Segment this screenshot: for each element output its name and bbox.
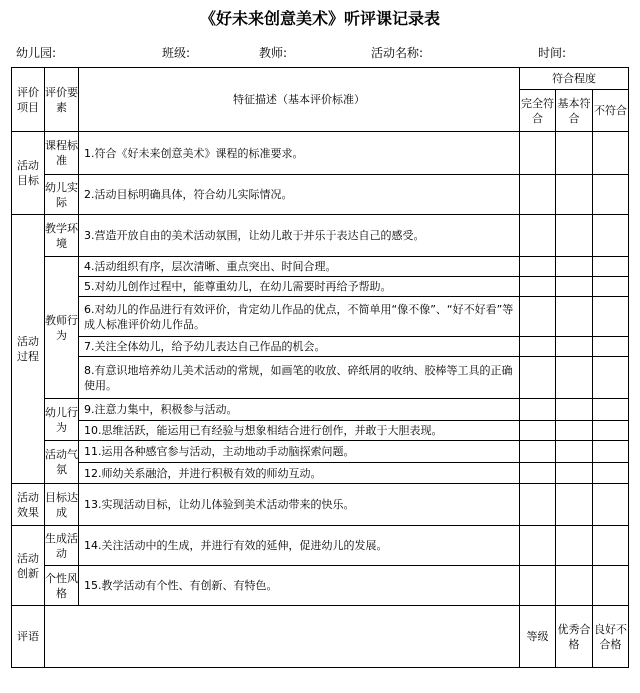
element-goal-reach: 目标达成 [45, 484, 79, 526]
check-cell [520, 277, 556, 297]
check-cell [556, 132, 593, 175]
element-atmosphere: 活动气氛 [45, 441, 79, 484]
evaluation-table [11, 67, 629, 668]
check-cell [593, 215, 629, 257]
criterion-4: 4.活动组织有序，层次清晰、重点突出、时间合理。 [79, 257, 520, 277]
criterion-9: 9.注意力集中，积极参与活动。 [79, 399, 520, 421]
criterion-11: 11.运用各种感官参与活动，主动地动手动脑探索问题。 [79, 441, 520, 463]
group-innovation: 活动创新 [12, 526, 45, 606]
class-label: 班级: [162, 46, 191, 60]
grade-excellent-pass: 优秀合格 [556, 606, 593, 668]
check-cell [556, 421, 593, 441]
comment-label: 评语 [12, 606, 45, 668]
check-cell [556, 484, 593, 526]
check-cell [556, 566, 593, 606]
element-teacher: 教师行为 [45, 257, 79, 399]
group-goal: 活动目标 [12, 132, 45, 215]
check-cell [593, 132, 629, 175]
header-not: 不符合 [593, 90, 629, 132]
check-cell [520, 463, 556, 484]
page-title: 《好未来创意美术》听评课记录表 [199, 9, 440, 28]
group-effect: 活动效果 [12, 484, 45, 526]
check-cell [520, 566, 556, 606]
time-label: 时间: [538, 46, 567, 60]
check-cell [520, 297, 556, 337]
kindergarten-label: 幼儿园: [16, 46, 57, 60]
teacher-label: 教师: [259, 46, 288, 60]
criterion-6: 6.对幼儿的作品进行有效评价，肯定幼儿作品的优点，不简单用“像不像”、“好不好看”等成人标准评价幼儿作品。 [79, 297, 520, 337]
check-cell [556, 215, 593, 257]
check-cell [556, 175, 593, 215]
header-eval-element: 评价要素 [45, 68, 79, 132]
check-cell [520, 257, 556, 277]
check-cell [520, 215, 556, 257]
criterion-2: 2.活动目标明确具体，符合幼儿实际情况。 [79, 175, 520, 215]
element-curriculum: 课程标准 [45, 132, 79, 175]
check-cell [593, 421, 629, 441]
criterion-12: 12.师幼关系融洽，并进行积极有效的师幼互动。 [79, 463, 520, 484]
activity-name-label: 活动名称: [371, 46, 424, 60]
group-process: 活动过程 [12, 215, 45, 484]
element-child-actual: 幼儿实际 [45, 175, 79, 215]
check-cell [593, 257, 629, 277]
check-cell [556, 463, 593, 484]
header-basic: 基本符合 [556, 90, 593, 132]
check-cell [593, 441, 629, 463]
element-child: 幼儿行为 [45, 399, 79, 441]
check-cell [520, 484, 556, 526]
check-cell [520, 399, 556, 421]
check-cell [520, 175, 556, 215]
header-description: 特征描述（基本评价标准） [79, 68, 520, 132]
check-cell [593, 484, 629, 526]
check-cell [593, 566, 629, 606]
criterion-3: 3.营造开放自由的美术活动氛围，让幼儿敢于并乐于表达自己的感受。 [79, 215, 520, 257]
comment-area [45, 606, 520, 668]
check-cell [520, 337, 556, 357]
grade-label: 等级 [520, 606, 556, 668]
check-cell [556, 357, 593, 399]
criterion-1: 1.符合《好未来创意美术》课程的标准要求。 [79, 132, 520, 175]
check-cell [593, 399, 629, 421]
check-cell [520, 441, 556, 463]
check-cell [593, 277, 629, 297]
check-cell [593, 175, 629, 215]
check-cell [593, 297, 629, 337]
check-cell [556, 399, 593, 421]
criterion-7: 7.关注全体幼儿，给予幼儿表达自己作品的机会。 [79, 337, 520, 357]
check-cell [556, 297, 593, 337]
criterion-10: 10.思维活跃，能运用已有经验与想象相结合进行创作，并敢于大胆表现。 [79, 421, 520, 441]
check-cell [556, 257, 593, 277]
check-cell [593, 337, 629, 357]
check-cell [556, 337, 593, 357]
check-cell [556, 277, 593, 297]
criterion-13: 13.实现活动目标，让幼儿体验到美术活动带来的快乐。 [79, 484, 520, 526]
check-cell [593, 357, 629, 399]
check-cell [520, 132, 556, 175]
criterion-5: 5.对幼儿创作过程中，能尊重幼儿，在幼儿需要时再给予帮助。 [79, 277, 520, 297]
element-personality: 个性风格 [45, 566, 79, 606]
check-cell [593, 463, 629, 484]
element-generative: 生成活动 [45, 526, 79, 566]
check-cell [520, 421, 556, 441]
check-cell [520, 357, 556, 399]
criterion-8: 8.有意识地培养幼儿美术活动的常规，如画笔的收放、碎纸屑的收纳、胶棒等工具的正确使用。 [79, 357, 520, 399]
check-cell [556, 526, 593, 566]
header-eval-item: 评价项目 [12, 68, 45, 132]
check-cell [520, 526, 556, 566]
criterion-15: 15.教学活动有个性、有创新、有特色。 [79, 566, 520, 606]
grade-good-fail: 良好不合格 [593, 606, 629, 668]
criterion-14: 14.关注活动中的生成，并进行有效的延伸，促进幼儿的发展。 [79, 526, 520, 566]
header-degree: 符合程度 [520, 68, 629, 90]
element-env: 教学环境 [45, 215, 79, 257]
header-full: 完全符合 [520, 90, 556, 132]
check-cell [593, 526, 629, 566]
check-cell [556, 441, 593, 463]
